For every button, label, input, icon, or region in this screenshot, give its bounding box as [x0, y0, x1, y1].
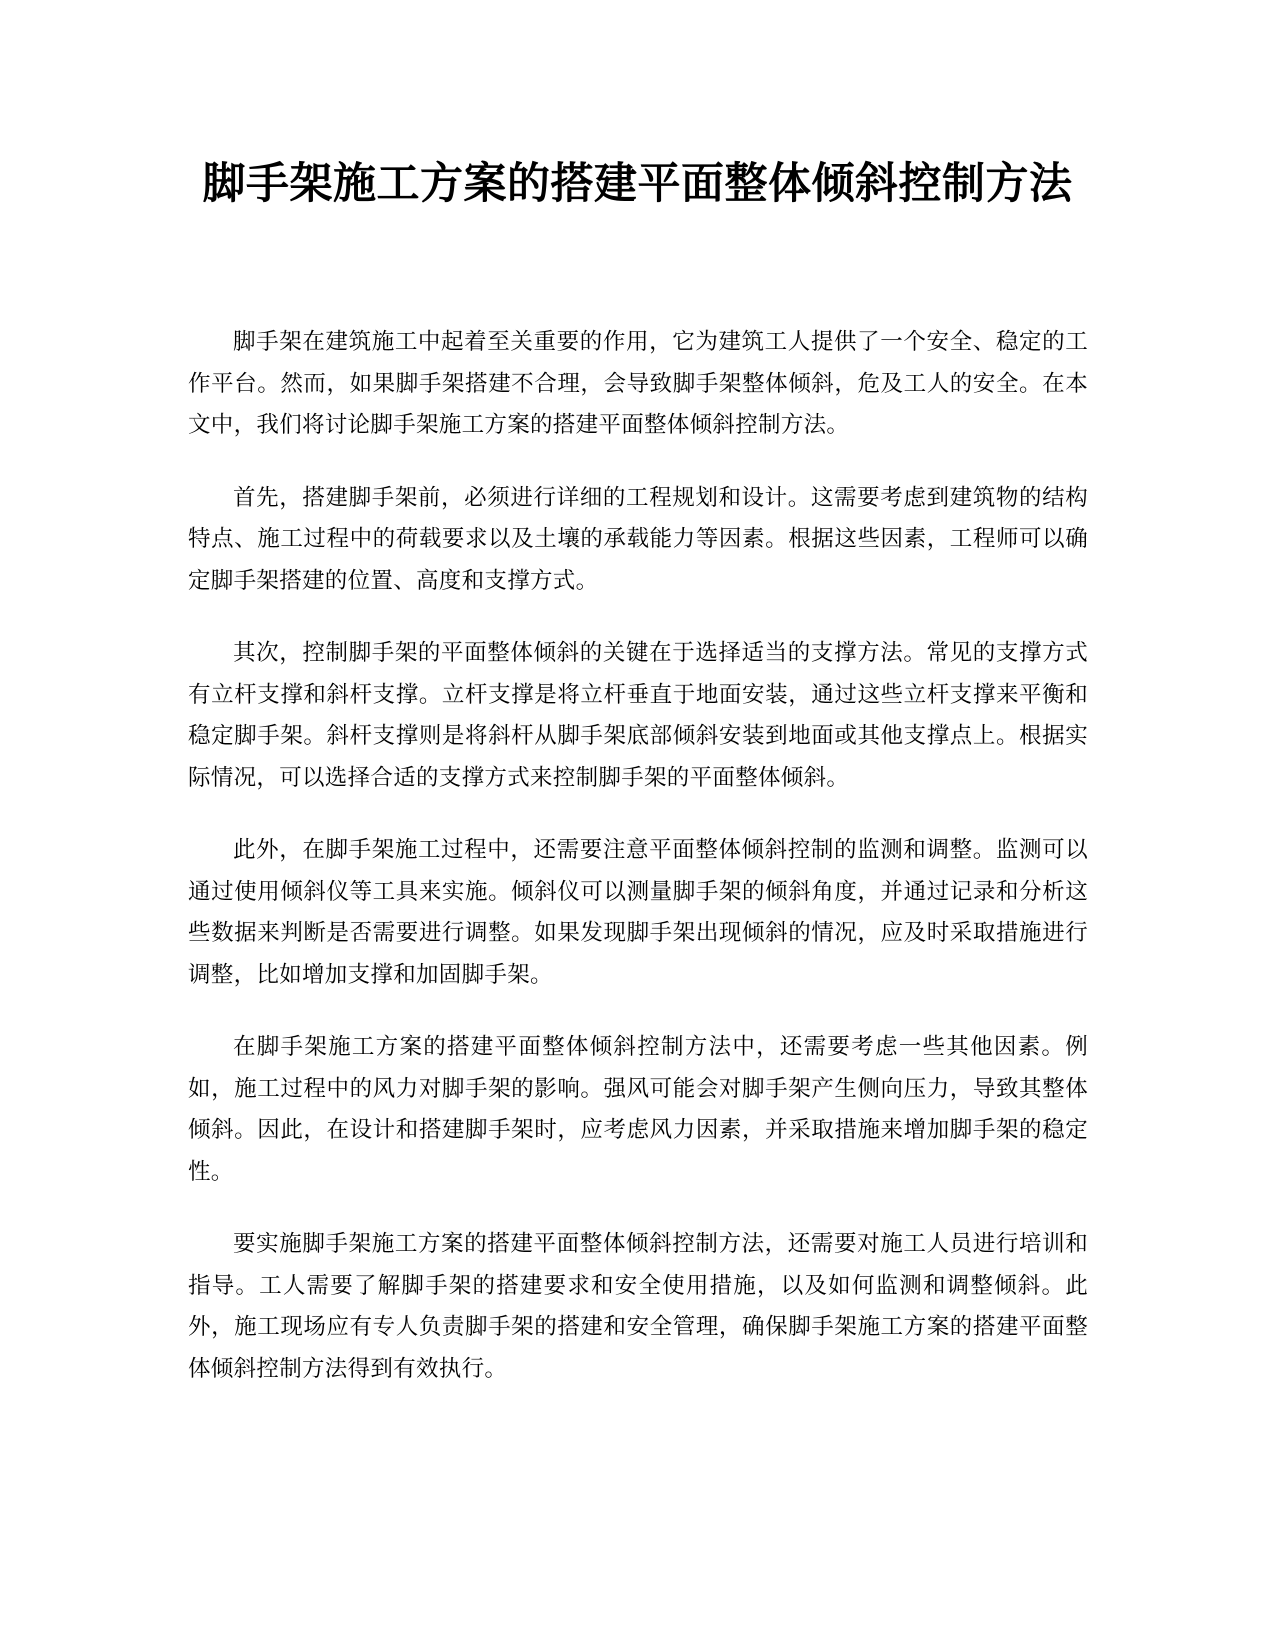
paragraph-4: 此外，在脚手架施工过程中，还需要注意平面整体倾斜控制的监测和调整。监测可以通过使用倾斜仪等工具来实施。倾斜仪可以测量脚手架的倾斜角度，并通过记录和分析这些数据来判断是否需要进行调整。如果发现脚手架出现倾斜的情况，应及时采取措施进行调整，比如增加支撑和加固脚手架。 [188, 837, 1088, 988]
document-body [188, 322, 1088, 1421]
paragraph-2: 首先，搭建脚手架前，必须进行详细的工程规划和设计。这需要考虑到建筑物的结构特点、施工过程中的荷载要求以及土壤的承载能力等因素。根据这些因素，工程师可以确定脚手架搭建的位置、高度和支撑方式。 [188, 484, 1088, 594]
paragraph-3: 其次，控制脚手架的平面整体倾斜的关键在于选择适当的支撑方法。常见的支撑方式有立杆支撑和斜杆支撑。立杆支撑是将立杆垂直于地面安装，通过这些立杆支撑来平衡和稳定脚手架。斜杆支撑则是将斜杆从脚手架底部倾斜安装到地面或其他支撑点上。根据实际情况，可以选择合适的支撑方式来控制脚手架的平面整体倾斜。 [188, 640, 1088, 791]
paragraph-5: 在脚手架施工方案的搭建平面整体倾斜控制方法中，还需要考虑一些其他因素。例如，施工过程中的风力对脚手架的影响。强风可能会对脚手架产生侧向压力，导致其整体倾斜。因此，在设计和搭建脚手架时，应考虑风力因素，并采取措施来增加脚手架的稳定性。 [188, 1034, 1088, 1185]
document-title: 脚手架施工方案的搭建平面整体倾斜控制方法 [202, 159, 1073, 209]
paragraph-1: 脚手架在建筑施工中起着至关重要的作用，它为建筑工人提供了一个安全、稳定的工作平台。然而，如果脚手架搭建不合理，会导致脚手架整体倾斜，危及工人的安全。在本文中，我们将讨论脚手架施工方案的搭建平面整体倾斜控制方法。 [188, 329, 1088, 438]
paragraph-6: 要实施脚手架施工方案的搭建平面整体倾斜控制方法，还需要对施工人员进行培训和指导。工人需要了解脚手架的搭建要求和安全使用措施，以及如何监测和调整倾斜。此外，施工现场应有专人负责脚手架的搭建和安全管理，确保脚手架施工方案的搭建平面整体倾斜控制方法得到有效执行。 [188, 1231, 1088, 1382]
